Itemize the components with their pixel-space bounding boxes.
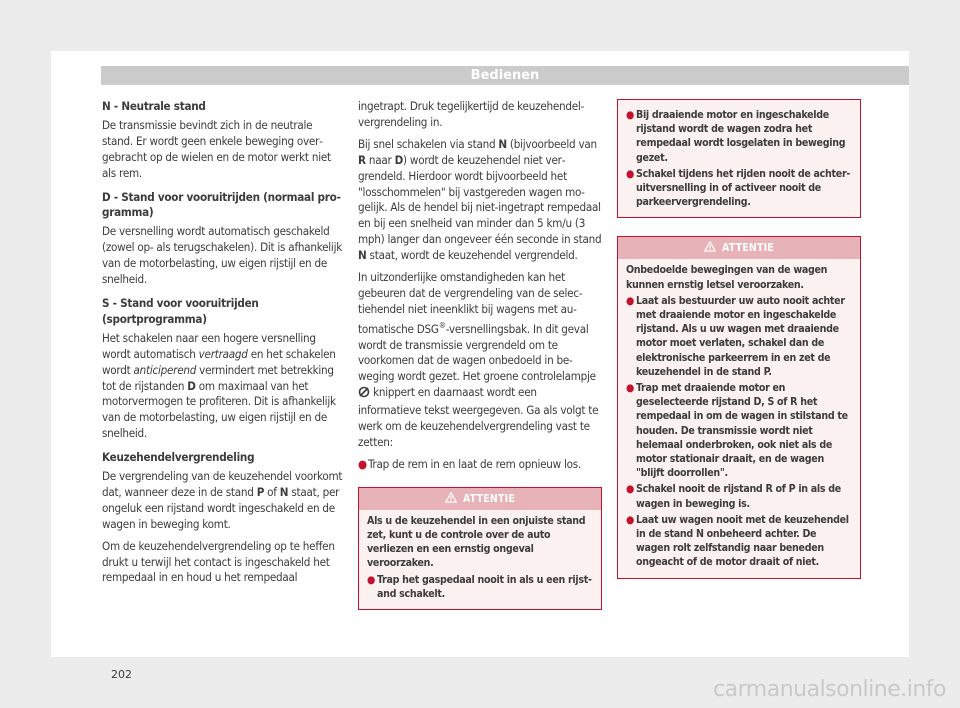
neutral-heading: N - Neutrale stand xyxy=(102,99,206,113)
list-item: ● Trap met draaiende motor en geselecteerde rijstand D, S of R het rempedaal in om de wagen in stilstand te houden. De transmissie wordt niet helemaal onderbroken, ook niet als de motor stationair draait, en de wagen "blijft doorrollen". xyxy=(626,382,848,480)
column-left xyxy=(102,99,344,592)
bullet-icon: ● xyxy=(626,483,635,496)
drive-heading: D - Stand voor vooruitrijden (normaal programma) xyxy=(102,189,341,220)
watermark: carmanualsonline.info xyxy=(713,677,946,702)
list-item: ● Laat als bestuurder uw auto nooit achter met draaiende motor en ingeschakelde rijstand. Als u uw wagen met draaiende motor moet verlaten, schakel dan de elektronische parkeerrem in en zet de keuzehendel in de stand P. xyxy=(626,294,845,378)
lock-text: De vergrendeling van de keuzehendel voorkomt dat, wanneer deze in de stand P of N staat, per ongeluk een rijstand wordt ingeschakeld en de wagen in beweging komt. xyxy=(102,469,343,531)
bullet-icon: ● xyxy=(626,294,635,307)
lock-text-2: Om de keuzehendelvergrendeling op te heffen drukt u terwijl het contact is ingeschakeld het rempedaal in en houd u het rempedaal xyxy=(102,538,335,585)
bullet-icon: ● xyxy=(626,109,635,121)
attention-body xyxy=(618,259,860,577)
attention-header: ATTENTIE xyxy=(618,237,860,259)
attention-body xyxy=(618,100,860,217)
attention-text: Onbedoelde bewegingen van de wagen kunnen ernstig letsel veroorzaken. xyxy=(626,264,828,291)
s-symbol: S xyxy=(102,295,110,310)
neutral-text: De transmissie bevindt zich in de neutrale stand. Er wordt geen enkele beweging overgebracht op de wielen en de motor werkt niet als rem. xyxy=(102,117,331,180)
exception-text: In uitzonderlijke omstandigheden kan het gebeuren dat de vergrendeling van de selectiehendel niet ineenklikt bij wagens met automatische DSG®-versnellingsbak. In dit geval wordt de transmissie vergrendeld om te voorkomen dat de wagen onbedoeld in beweging wordt gezet. Het groene controlelampje knippert en daarnaast wordt een informatieve tekst weergegeven. Ga als volgt te werk om de keuzehendelvergrendeling vast te zetten: xyxy=(358,270,599,449)
page-number: 202 xyxy=(111,668,132,681)
n-symbol: N xyxy=(102,99,111,113)
column-middle xyxy=(358,99,602,610)
quick-shift-text: Bij snel schakelen via stand N (bijvoorbeeld van R naar D) wordt de keuzehendel niet vergrendeld. Hierdoor wordt bijvoorbeeld het "losschommelen" bij vastgereden wagen mogelijk. Als de hendel bij niet-ingetrapt rempedaal en bij een snelheid van minder dan 5 km/u (3 mph) langer dan ongeveer één seconde in stand N staat, wordt de keuzehendel vergrendeld. xyxy=(358,136,602,263)
lock-heading: Keuzehendelvergrendeling xyxy=(102,450,255,465)
attention-box-continued xyxy=(617,99,861,218)
attention-body xyxy=(359,510,601,609)
bullet-icon: ● xyxy=(626,513,635,526)
lock-continued: ingetrapt. Druk tegelijkertijd de keuzehendelvergrendeling in. xyxy=(358,99,585,129)
list-item: ● Trap de rem in en laat de rem opnieuw los. xyxy=(358,456,581,471)
attention-box xyxy=(358,487,602,610)
drive-text: De versnelling wordt automatisch geschakeld (zowel op- als terugschakelen). Dit is afhankelijk van de motorbelasting, uw eigen rijstijl en de snelheid. xyxy=(102,224,343,287)
attention-text: Als u de keuzehendel in een onjuiste stand zet, kunt u de controle over de auto verliezen en een ernstig ongeval veroorzaken. xyxy=(367,514,586,570)
list-item: ● Schakel tijdens het rijden nooit de achteruitversnelling in of activeer nooit de parkeervergrendeling. xyxy=(626,167,851,209)
sport-heading: S - Stand voor vooruitrijden (sportprogramma) xyxy=(102,295,259,326)
bullet-icon: ● xyxy=(626,382,635,395)
attention-box xyxy=(617,236,861,578)
list-item: ● Schakel nooit de rijstand R of P in als de wagen in beweging is. xyxy=(626,483,841,510)
bullet-icon: ● xyxy=(367,573,376,586)
column-right xyxy=(617,99,861,579)
bullet-icon: ● xyxy=(626,167,635,180)
list-item: ● Bij draaiende motor en ingeschakelde rijstand wordt de wagen zodra het rempedaal wordt losgelaten in beweging gezet. xyxy=(626,109,846,164)
list-item: ● Trap het gaspedaal nooit in als u een rijstand schakelt. xyxy=(367,573,592,600)
warning-triangle-icon xyxy=(445,489,457,511)
sport-text: Het schakelen naar een hogere versnelling wordt automatisch vertraagd en het schakelen wordt anticiperend vermindert met betrekking tot de rijstanden D om maximaal van het motorvermogen te profiteren. Dit is afhankelijk van de motorbelasting, uw eigen rijstijl en de snelheid. xyxy=(102,330,336,441)
attention-header: ATTENTIE xyxy=(359,488,601,510)
d-symbol: D xyxy=(102,189,111,204)
selector-lever-lamp-icon xyxy=(358,386,370,403)
warning-triangle-icon xyxy=(704,238,716,260)
bullet-icon: ● xyxy=(358,456,367,471)
section-header: Bedienen xyxy=(101,66,909,85)
list-item: ● Laat uw wagen nooit met de keuzehendel in de stand N onbeheerd achter. De wagen rolt zelfstandig naar beneden ongeacht of de motor draait of niet. xyxy=(626,513,849,569)
manual-page xyxy=(51,51,909,681)
